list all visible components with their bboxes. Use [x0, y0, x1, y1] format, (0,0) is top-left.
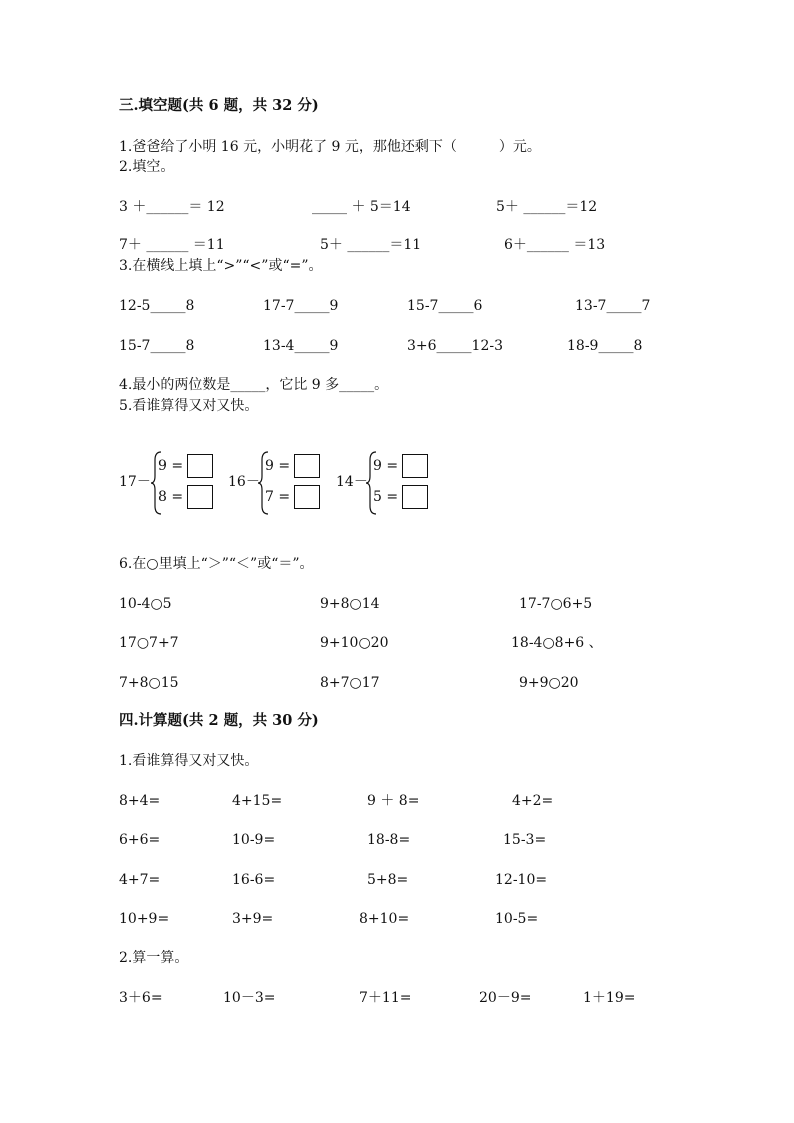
fill-blank-item: 5＋ ______＝11	[320, 237, 422, 253]
calc-item: 7＋11=	[359, 990, 412, 1006]
calc-item: 9 ＋ 8=	[367, 793, 420, 809]
bracket-subtrahend: 9 =	[158, 458, 184, 474]
calc-item: 3＋6=	[119, 990, 163, 1006]
bracket-minuend: 17－	[119, 474, 151, 490]
bracket-subtrahend: 8 =	[158, 489, 184, 505]
question-3-2: 2.填空。	[119, 159, 175, 175]
bracket-row-top	[265, 454, 320, 478]
bracket-row-bottom	[265, 485, 320, 509]
fill-blank-item: 6＋______ ＝13	[504, 237, 606, 253]
calc-item: 8+10=	[359, 911, 410, 927]
answer-box[interactable]	[187, 485, 213, 509]
calc-item: 16-6=	[232, 872, 276, 888]
calc-item: 10－3=	[223, 990, 276, 1006]
calc-item: 10-5=	[495, 911, 539, 927]
circle-compare-item: 18-4○8+6 、	[511, 635, 603, 651]
question-3-6: 6.在○里填上“＞”“＜”或“＝”。	[119, 556, 314, 572]
answer-box[interactable]	[402, 485, 428, 509]
question-3-5: 5.看谁算得又对又快。	[119, 398, 259, 414]
fill-blank-item: 7＋ ______ ＝11	[119, 237, 225, 253]
question-4-1: 1.看谁算得又对又快。	[119, 753, 259, 769]
answer-box[interactable]	[187, 454, 213, 478]
calc-item: 12-10=	[495, 872, 548, 888]
question-4-2: 2.算一算。	[119, 950, 189, 966]
calc-item: 3+9=	[232, 911, 274, 927]
circle-compare-item: 8+7○17	[320, 675, 380, 691]
question-3-3: 3.在横线上填上“>”“<”或“=”。	[119, 258, 323, 274]
calc-item: 1＋19=	[583, 990, 636, 1006]
circle-compare-item: 17○7+7	[119, 635, 179, 651]
calc-item: 18-8=	[367, 832, 411, 848]
answer-box[interactable]	[402, 454, 428, 478]
compare-item: 12-5_____8	[119, 298, 195, 314]
compare-item: 15-7_____6	[407, 298, 483, 314]
calc-item: 4+15=	[232, 793, 283, 809]
circle-compare-item: 9+8○14	[320, 596, 380, 612]
question-3-1: 1.爸爸给了小明 16 元，小明花了 9 元，那他还剩下（ ）元。	[119, 139, 541, 155]
answer-box[interactable]	[294, 485, 320, 509]
calc-item: 10+9=	[119, 911, 170, 927]
calc-item: 20－9=	[479, 990, 532, 1006]
circle-compare-item: 17-7○6+5	[519, 596, 593, 612]
section4-heading: 四.计算题(共 2 题，共 30 分)	[119, 712, 319, 729]
bracket-row-top	[158, 454, 213, 478]
fill-blank-item: 3 ＋______＝ 12	[119, 199, 225, 215]
circle-compare-item: 9+9○20	[519, 675, 579, 691]
bracket-row-bottom	[158, 485, 213, 509]
bracket-subtrahend: 9 =	[265, 458, 291, 474]
question-3-4: 4.最小的两位数是_____，它比 9 多_____。	[119, 377, 389, 393]
circle-compare-item: 7+8○15	[119, 675, 179, 691]
bracket-minuend: 14－	[336, 474, 368, 490]
compare-item: 15-7_____8	[119, 338, 195, 354]
calc-item: 15-3=	[503, 832, 547, 848]
calc-item: 8+4=	[119, 793, 161, 809]
circle-compare-item: 10-4○5	[119, 596, 172, 612]
circle-compare-item: 9+10○20	[320, 635, 389, 651]
calc-item: 4+7=	[119, 872, 161, 888]
compare-item: 13-4_____9	[263, 338, 339, 354]
compare-item: 3+6_____12-3	[407, 338, 503, 354]
bracket-subtrahend: 7 =	[265, 489, 291, 505]
fill-blank-item: _____ ＋ 5＝14	[312, 199, 411, 215]
compare-item: 13-7_____7	[575, 298, 651, 314]
bracket-subtrahend: 5 =	[373, 489, 399, 505]
section3-heading: 三.填空题(共 6 题，共 32 分)	[119, 97, 319, 114]
bracket-subtrahend: 9 =	[373, 458, 399, 474]
subtraction-bracket-group	[119, 450, 219, 516]
bracket-minuend: 16－	[228, 474, 260, 490]
compare-item: 18-9_____8	[567, 338, 643, 354]
answer-box[interactable]	[294, 454, 320, 478]
calc-item: 4+2=	[512, 793, 554, 809]
bracket-row-bottom	[373, 485, 428, 509]
compare-item: 17-7_____9	[263, 298, 339, 314]
subtraction-bracket-group	[228, 450, 328, 516]
fill-blank-item: 5＋ ______＝12	[496, 199, 598, 215]
calc-item: 10-9=	[232, 832, 276, 848]
subtraction-bracket-group	[336, 450, 436, 516]
calc-item: 5+8=	[367, 872, 409, 888]
calc-item: 6+6=	[119, 832, 161, 848]
bracket-row-top	[373, 454, 428, 478]
